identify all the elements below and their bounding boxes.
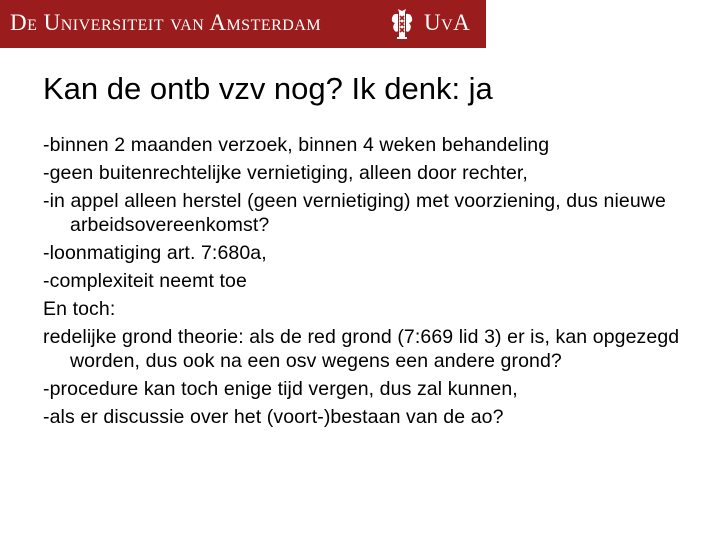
- body-line: -procedure kan toch enige tijd vergen, dus zal kunnen,: [43, 378, 518, 400]
- body-line: -geen buitenrechtelijke vernietiging, alleen door rechter,: [43, 162, 528, 184]
- slide-title: Kan de ontb vzv nog? Ik denk: ja: [43, 71, 493, 106]
- body-line: -binnen 2 maanden verzoek, binnen 4 weken behandeling: [43, 134, 550, 156]
- institution-abbreviation: UvA: [424, 10, 471, 35]
- university-header-banner: [0, 0, 486, 48]
- slide-body: [43, 133, 703, 433]
- body-line: -in appel alleen herstel (geen vernietiging) met voorziening, dus nieuwe arbeidsovereenkomst?: [43, 190, 666, 236]
- body-line: -complexiteit neemt toe: [43, 270, 247, 292]
- body-line: -loonmatiging art. 7:680a,: [43, 242, 267, 264]
- body-line: -als er discussie over het (voort-)bestaan van de ao?: [43, 406, 504, 428]
- uva-crest-icon: [389, 8, 415, 40]
- institution-name: De Universiteit van Amsterdam: [10, 10, 322, 35]
- body-line: En toch:: [43, 298, 116, 320]
- body-line: redelijke grond theorie: als de red grond (7:669 lid 3) er is, kan opgezegd worden, dus ook na een osv wegens een andere grond?: [43, 326, 680, 372]
